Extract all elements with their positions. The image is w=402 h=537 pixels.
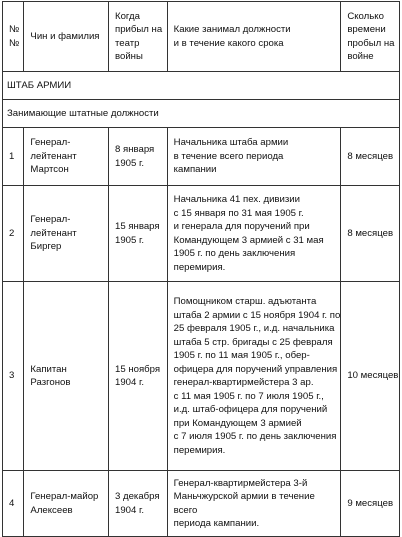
text-line: 9 месяцев <box>347 497 394 509</box>
text-line: Командующем 3 армией с 31 мая <box>173 234 324 246</box>
table-row <box>3 471 400 537</box>
table-row <box>3 128 400 186</box>
cell-number: 4 <box>3 471 24 537</box>
text-line: периода кампании. <box>173 518 260 529</box>
text-line: и.д. штаб-офицера для поручений <box>173 404 328 415</box>
text-line: пробыл на <box>347 37 395 49</box>
header-rank-name <box>24 2 109 72</box>
text-line: Генерал-квартирмейстера 3-й <box>173 477 308 489</box>
text-line: Помощником старш. адъютанта <box>173 296 317 307</box>
text-line: и в течение какого срока <box>173 37 284 49</box>
cell-duration <box>341 186 400 282</box>
text-line: Какие занимал должности <box>173 24 291 35</box>
cell-rank-name <box>24 471 109 537</box>
text-line: перемирия. <box>173 261 226 273</box>
text-line: Начальника штаба армии <box>173 137 289 149</box>
header-arrival <box>109 2 168 72</box>
text-line: 1904 г. <box>115 377 145 388</box>
text-line: прибыл на <box>115 24 163 35</box>
cell-number: 1 <box>3 128 24 186</box>
text-line: Алексеев <box>30 504 73 516</box>
text-line: времени <box>347 24 386 35</box>
text-line: и генерала для поручений при <box>173 221 310 232</box>
cell-duration <box>341 282 400 471</box>
text-line: №№ <box>9 24 20 49</box>
cell-arrival <box>109 128 168 186</box>
cell-rank-name <box>24 128 109 186</box>
text-line: с 15 января по 31 мая 1905 г. <box>173 207 304 219</box>
subsection-title: Занимающие штатные должности <box>3 100 400 128</box>
text-line: с 11 мая 1905 г. по 7 июля 1905 г., <box>173 390 324 402</box>
text-line: при Командующем 3 армией <box>173 417 302 429</box>
text-line: Генерал-лейтенант <box>30 137 77 162</box>
text-line: 15 ноября <box>115 363 161 375</box>
text-line: Сколько <box>347 10 384 22</box>
text-line: 8 месяцев <box>347 150 394 162</box>
section-row <box>3 72 400 100</box>
header-positions <box>167 2 341 72</box>
text-line: лейтенант Биргер <box>30 227 77 253</box>
text-line: войне <box>347 51 374 62</box>
header-duration <box>341 2 400 72</box>
text-line: 8 месяцев <box>347 227 394 239</box>
table-row <box>3 186 400 282</box>
text-line: 25 февраля 1905 г., и.д. начальника <box>173 323 335 334</box>
text-line: 10 месяцев <box>347 370 399 382</box>
text-line: в течение всего периода <box>173 150 284 162</box>
text-line: Капитан Разгонов <box>30 363 71 388</box>
text-line: генерал-квартирмейстера 3 ар. <box>173 377 314 388</box>
cell-rank-name <box>24 282 109 471</box>
text-line: Начальника 41 пех. дивизии <box>173 194 301 205</box>
text-line: Когда <box>115 10 140 22</box>
officers-table <box>2 1 400 537</box>
text-line: Генерал- <box>30 214 71 226</box>
text-line: Генерал-майор <box>30 491 99 502</box>
cell-arrival <box>109 186 168 282</box>
cell-number: 2 <box>3 186 24 282</box>
cell-rank-name <box>24 186 109 282</box>
cell-positions <box>167 128 341 186</box>
section-title: ШТАБ АРМИИ <box>3 72 400 100</box>
subsection-row <box>3 100 400 128</box>
text-line: Маньчжурской армии в течение всего <box>173 491 315 516</box>
cell-duration <box>341 471 400 537</box>
cell-positions <box>167 471 341 537</box>
text-line: 1904 г. <box>115 504 145 516</box>
text-line: 1905 г. <box>115 234 145 246</box>
text-line: штаба 2 армии с 15 ноября 1904 г. по <box>173 309 341 321</box>
text-line: перемирия. <box>173 444 226 456</box>
text-line: театр войны <box>115 37 143 62</box>
text-line: Мартсон <box>30 164 69 176</box>
text-line: кампании <box>173 164 217 176</box>
text-line: штаба 5 стр. бригады с 25 февраля <box>173 336 333 348</box>
cell-arrival <box>109 471 168 537</box>
cell-positions <box>167 186 341 282</box>
text-line: 1905 г. по 11 мая 1905 г., обер- <box>173 350 310 361</box>
document-page <box>2 1 400 537</box>
text-line: с 7 июля 1905 г. по день заключения <box>173 431 337 442</box>
cell-arrival <box>109 282 168 471</box>
text-line: 1905 г. <box>115 157 145 169</box>
text-line: 8 января <box>115 144 155 155</box>
header-number <box>3 2 24 72</box>
text-line: офицера для поручений управления <box>173 363 338 375</box>
cell-duration <box>341 128 400 186</box>
text-line: 15 января <box>115 221 160 232</box>
cell-number: 3 <box>3 282 24 471</box>
text-line: Чин и фамилия <box>30 30 100 42</box>
table-header-row <box>3 2 400 72</box>
text-line: 1905 г. по день заключения <box>173 248 296 259</box>
cell-positions <box>167 282 341 471</box>
table-row <box>3 282 400 471</box>
text-line: 3 декабря <box>115 491 160 502</box>
